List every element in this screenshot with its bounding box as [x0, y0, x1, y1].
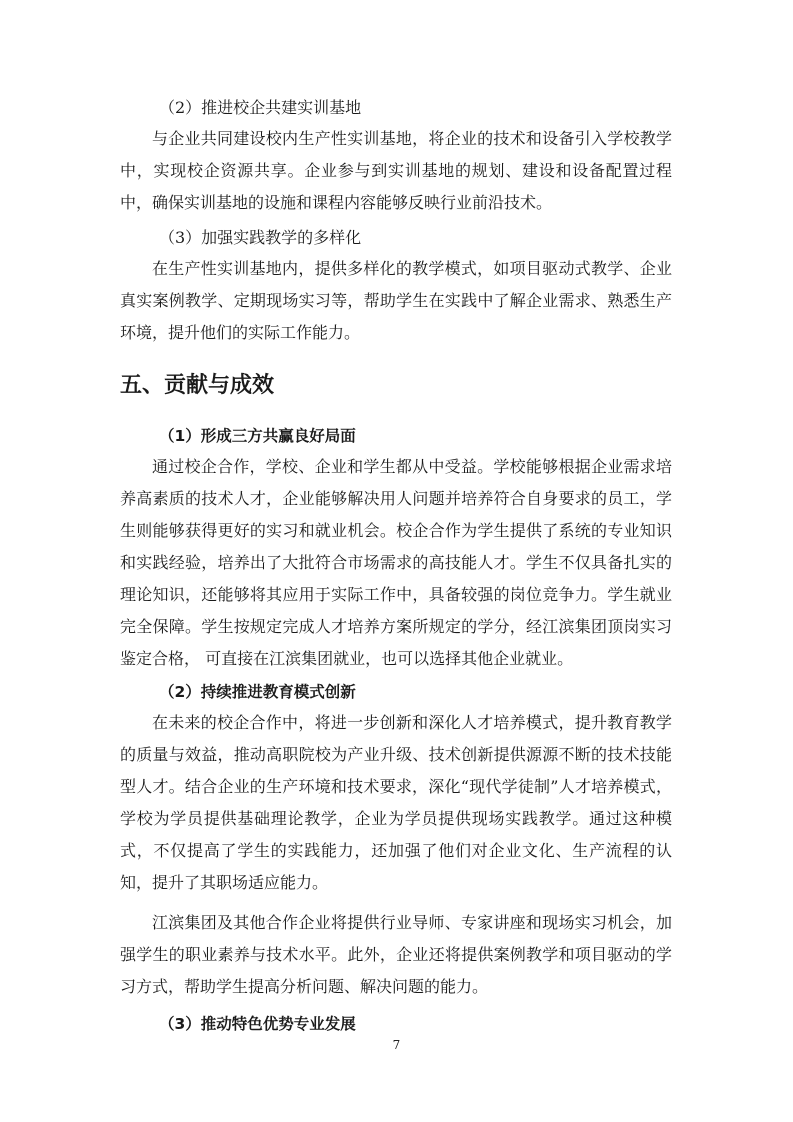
- subsection-3: [120, 225, 672, 349]
- subsection-heading: （1）形成三方共赢良好局面: [159, 427, 356, 445]
- subsection-heading: （3）推动特色优势专业发展: [159, 1015, 356, 1033]
- chapter-title: 五、贡献与成效: [120, 373, 275, 398]
- page-number: 7: [392, 1038, 401, 1052]
- body-paragraph: 通过校企合作，学校、企业和学生都从中受益。学校能够根据企业需求培养高素质的技术人才，企业能够解决用人问题并培养符合自身要求的员工，学生则能够获得更好的实习和就业机会。校企合作为学生提供了系统的专业知识和实践经验，培养出了大批符合市场需求的高技能人才。学生不仅具备扎实的理论知识，还能够将其应用于实际工作中，具备较强的岗位竞争力。学生就业完全保障。学生按规定完成人才培养方案所规定的学分，经江滨集团顶岗实习鉴定合格， 可直接在江滨集团就业，也可以选择其他企业就业。: [120, 457, 672, 668]
- subsection-2: [120, 95, 672, 219]
- subsection-heading: （3）加强实践教学的多样化: [159, 228, 362, 247]
- body-paragraph: 在未来的校企合作中，将进一步创新和深化人才培养模式，提升教育教学的质量与效益，推动高职院校为产业升级、技术创新提供源源不断的技术技能型人才。结合企业的生产环境和技术要求，深化“现代学徒制”人才培养模式，学校为学员提供基础理论教学，企业为学员提供现场实践教学。通过这种模式，不仅提高了学生的实践能力，还加强了他们对企业文化、生产流程的认知，提升了其职场适应能力。: [120, 713, 672, 892]
- body-paragraph: 与企业共同建设校内生产性实训基地，将企业的技术和设备引入学校教学中，实现校企资源共享。企业参与到实训基地的规划、建设和设备配置过程中，确保实训基地的设施和课程内容能够反映行业前沿技术。: [120, 129, 672, 212]
- page-content: [120, 95, 672, 1039]
- contribution-1: [120, 423, 672, 675]
- subsection-heading: （2）持续推进教育模式创新: [159, 683, 356, 701]
- contribution-2: [120, 679, 672, 1003]
- contribution-3: [120, 1011, 672, 1037]
- subsection-heading: （2）推进校企共建实训基地: [159, 98, 362, 117]
- body-paragraph: 江滨集团及其他合作企业将提供行业导师、专家讲座和现场实习机会，加强学生的职业素养与技术水平。此外，企业还将提供案例教学和项目驱动的学习方式，帮助学生提高分析问题、解决问题的能力。: [120, 913, 672, 996]
- body-paragraph: 在生产性实训基地内，提供多样化的教学模式，如项目驱动式教学、企业真实案例教学、定期现场实习等，帮助学生在实践中了解企业需求、熟悉生产环境，提升他们的实际工作能力。: [120, 259, 672, 342]
